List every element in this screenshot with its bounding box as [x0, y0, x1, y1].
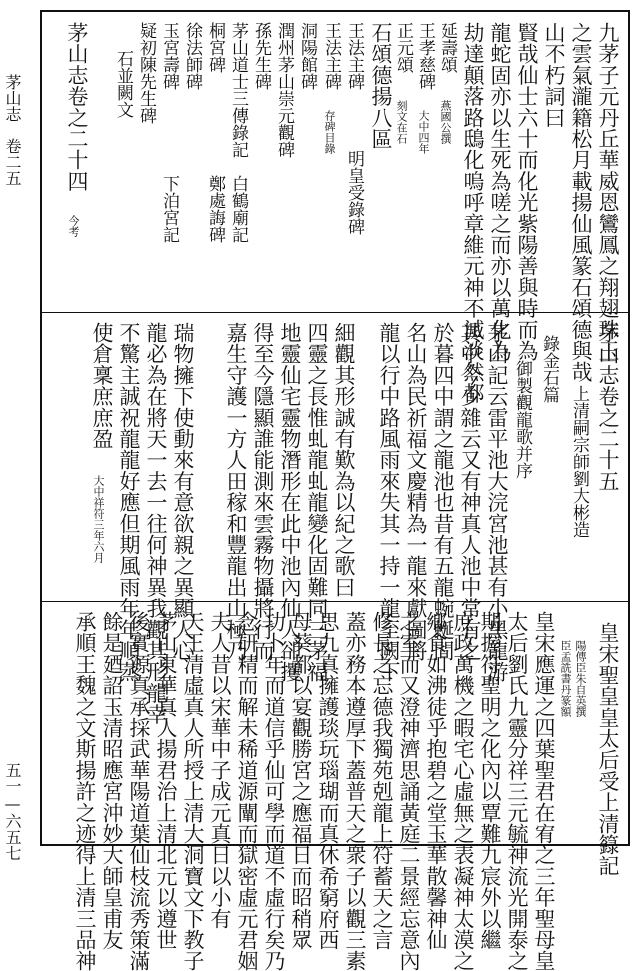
text-column: 潤州茅山崇元觀碑 [274, 22, 294, 158]
text-column: 劫達顛落路鴟化嗚呼章維元神不滅淡然都 [461, 22, 485, 404]
small-note: 今考 [67, 215, 80, 237]
text-column: 夫人昔以宋華中子成元真日以小有 [208, 611, 232, 929]
text-column: 山不朽詞曰 [542, 22, 566, 128]
chapter-title: 茅山志卷之二十五 [596, 322, 620, 492]
text-column: 承順王魏之文斯揚許之迹得上清三品神 [73, 611, 97, 971]
text-column: 延壽頌 [437, 22, 457, 73]
text-column: 細觀其形誠有歎為以紀之歌曰 [332, 322, 356, 598]
text-column: 得至今隱顯誰能測來雲霧物攝將行而 [251, 322, 275, 662]
text-column: 之雲氣瀧籍松月載揚仙風篆石頌德與哉 [569, 22, 593, 383]
text-column: 嘉生守護一方人田稼和豐龍出山極乃 [224, 322, 248, 662]
text-column: 鄭處誨碑 [205, 175, 225, 243]
text-column: 龍必為在將天一去一往何神異我觀其形龍幸 [144, 322, 168, 725]
text-column: 玉宮壽碑 [159, 22, 179, 90]
poem-title: 御製觀龍歌并序 [512, 360, 532, 479]
text-column: 桐宮碑 [205, 22, 225, 73]
text-column: 其中今少雜云又有神真人池中常有之 [458, 322, 482, 662]
author-note: 陽傳臣朱自英撰 [574, 640, 587, 717]
text-column: 石並闕文 [113, 50, 133, 118]
text-column: 庶政萬機之暇宅心虛無之表凝神太漠之 [451, 611, 475, 971]
text-column: 龍蛇固亦以生死為嗟之而亦以萬化為 [488, 22, 512, 362]
text-column: 賢哉仙士六十而化光紫陽善與時而為 [515, 22, 539, 362]
text-column: 之室而又澄神濟思誦黃庭二景經忘意內 [397, 611, 421, 971]
text-column: 石頌德揚八區 [369, 22, 393, 150]
text-column: 洞陽館碑 [297, 22, 317, 90]
text-column: 太后劉氏九靈分祥三元毓神流光開泰之 [505, 611, 529, 971]
text-column: 瑞物擁下使動來有意欲親之異顯人心 [171, 322, 195, 662]
text-column: 天王清虛真人所授上清大洞寶文下教子 [181, 611, 205, 971]
text-column: 正元頌 [393, 22, 413, 73]
panel-divider-1 [40, 312, 630, 313]
text-column: 王法主碑 [344, 22, 364, 90]
text-column: 不驚主誠祝龍龍好應但期風雨年年順蒸 [117, 322, 141, 683]
text-column: 蓋亦務本遵厚下蓋普天之衆子以觀三素 [343, 611, 367, 971]
text-column: 王法主碑 [321, 22, 341, 90]
text-column: 茅山道士三傳錄記 [228, 22, 248, 158]
text-column: 功卜年而道信乎仙可學而道不虛行矣乃 [262, 611, 286, 971]
text-column: 下泊宮記 [159, 175, 179, 243]
text-column: 鄉食如沸徒乎抱碧之堂玉華散馨神仙 [424, 611, 448, 951]
small-note: 刻文在石 [395, 100, 408, 144]
text-column: 白鶴廟記 [228, 175, 248, 243]
text-column: 母葵都以宴觀勝宮之應福日而昭稍眾 [289, 611, 313, 951]
compiler-line: 上清嗣宗師劉大彬造 [569, 385, 589, 538]
text-column: 孫先生碑 [251, 22, 271, 90]
text-column: 茅山東華真人揚君治上清北元以遵世 [154, 611, 178, 951]
text-column: 期握符聖明之化內以覃難九宸外以繼 [478, 611, 502, 951]
text-column: 王孝慈碑 [415, 22, 435, 90]
small-note: 存碑目錄 [323, 110, 336, 154]
text-column: 使倉稟庶庶盈 [90, 322, 114, 450]
record-title: 皇宋聖皇皇太后受上清籙記 [596, 622, 620, 877]
page-number: 五一—六五七 [3, 762, 22, 861]
small-note: 燕國公撰 [439, 100, 452, 144]
text-column: 念研精而解未稀道源闡而獄密虛元君姻 [235, 611, 259, 971]
section-title: 錄金石篇 [539, 335, 559, 403]
text-column: 地靈仙宅靈物潛形在此中池內仙人卻攫 [278, 322, 302, 683]
text-column: 疑初陳先生碑 [136, 22, 156, 124]
text-column: 後實源真承採武華陽道葉仙枝流秀策滿 [127, 611, 151, 971]
text-column: 皇宋應運之四葉聖君在宥之三年聖母皇 [532, 611, 556, 971]
text-column: 名山為民祈福文慶精為一龍來獻圖將 [404, 322, 428, 662]
text-column: 龍以行中路風雨來失其一持一龍至闕下 [377, 322, 401, 683]
date-note: 大中祥符三年六月 [92, 475, 105, 563]
text-column: 四靈之長惟虬龍虬龍變化固難同三茅福 [305, 322, 329, 683]
text-column: 修長之忘德我獨苑剋龍上符蓄天之言 [370, 611, 394, 951]
text-column: 明皇受錄碑 [344, 150, 364, 235]
text-column: 於暮四中謂之龍池也昔有五龍蜿蜒間 [431, 322, 455, 662]
text-column: 九茅子元丹丘華威恩鸞鳳之翔翅珠玉 [596, 22, 620, 362]
text-column: 思九真擁護琰玩瑙瑚而真休希窮府西 [316, 611, 340, 951]
chapter-end-title: 茅山志卷之二十四 [65, 22, 89, 192]
small-note: 大中四年 [417, 110, 430, 154]
side-volume-title: 茅山志 卷二五 [3, 74, 22, 186]
text-column: 茅山記云雷平池大浣宮池甚有小黑龍游 [485, 322, 509, 683]
calligrapher-note: 臣孟詵書丹篆額 [559, 640, 572, 717]
text-column: 餘是廼詔玉清昭應宮沖妙大師皇甫友 [100, 611, 124, 951]
text-column: 徐法師碑 [182, 22, 202, 90]
